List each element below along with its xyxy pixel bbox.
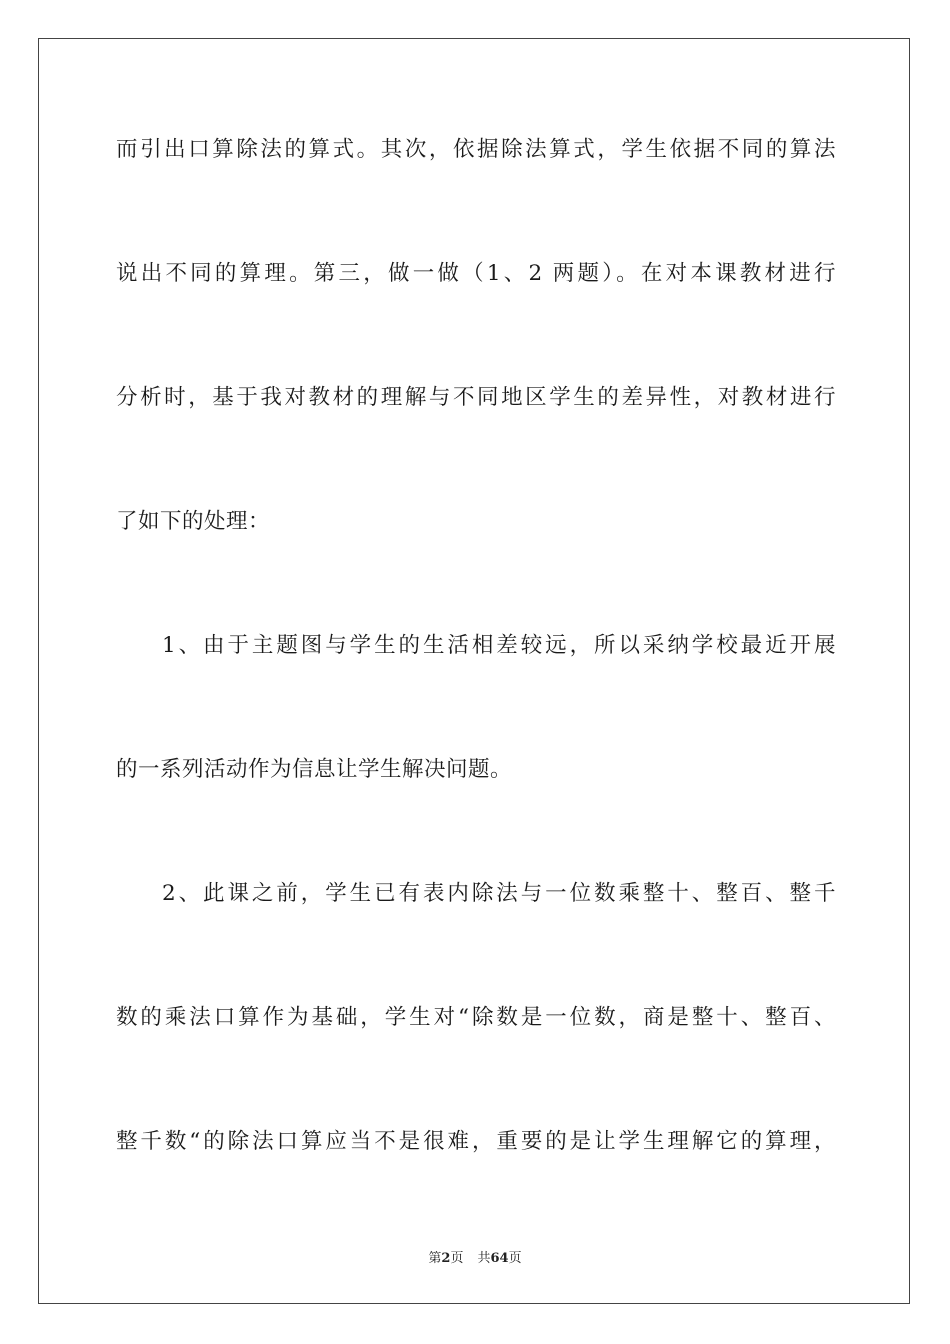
page-footer bbox=[0, 1247, 950, 1266]
text-line-6: 的一系列活动作为信息让学生解决问题。 bbox=[116, 757, 513, 782]
footer-page-prefix: 第 bbox=[428, 1251, 442, 1266]
text-line-3: 分析时，基于我对教材的理解与不同地区学生的差异性，对教材进行 bbox=[116, 385, 836, 410]
text-line-2: 说出不同的算理。第三，做一做（1、2 两题）。在对本课教材进行 bbox=[116, 261, 836, 286]
footer-total-pages: 64 bbox=[490, 1251, 509, 1266]
footer-total-suffix: 页 bbox=[508, 1251, 522, 1266]
text-line-4: 了如下的处理： bbox=[116, 509, 271, 534]
footer-total-prefix: 共 bbox=[477, 1251, 491, 1266]
text-line-7: 2、此课之前，学生已有表内除法与一位数乘整十、整百、整千 bbox=[162, 881, 836, 906]
text-line-1: 而引出口算除法的算式。其次，依据除法算式，学生依据不同的算法 bbox=[116, 137, 836, 162]
footer-page-suffix: 页 bbox=[450, 1251, 464, 1266]
document-body bbox=[116, 88, 836, 1204]
footer-page-number: 2 bbox=[441, 1251, 451, 1266]
text-line-8: 数的乘法口算作为基础，学生对“除数是一位数，商是整十、整百、 bbox=[116, 1005, 836, 1030]
text-line-9: 整千数“的除法口算应当不是很难，重要的是让学生理解它的算理， bbox=[116, 1129, 836, 1154]
text-line-5: 1、由于主题图与学生的生活相差较远，所以采纳学校最近开展 bbox=[162, 633, 836, 658]
